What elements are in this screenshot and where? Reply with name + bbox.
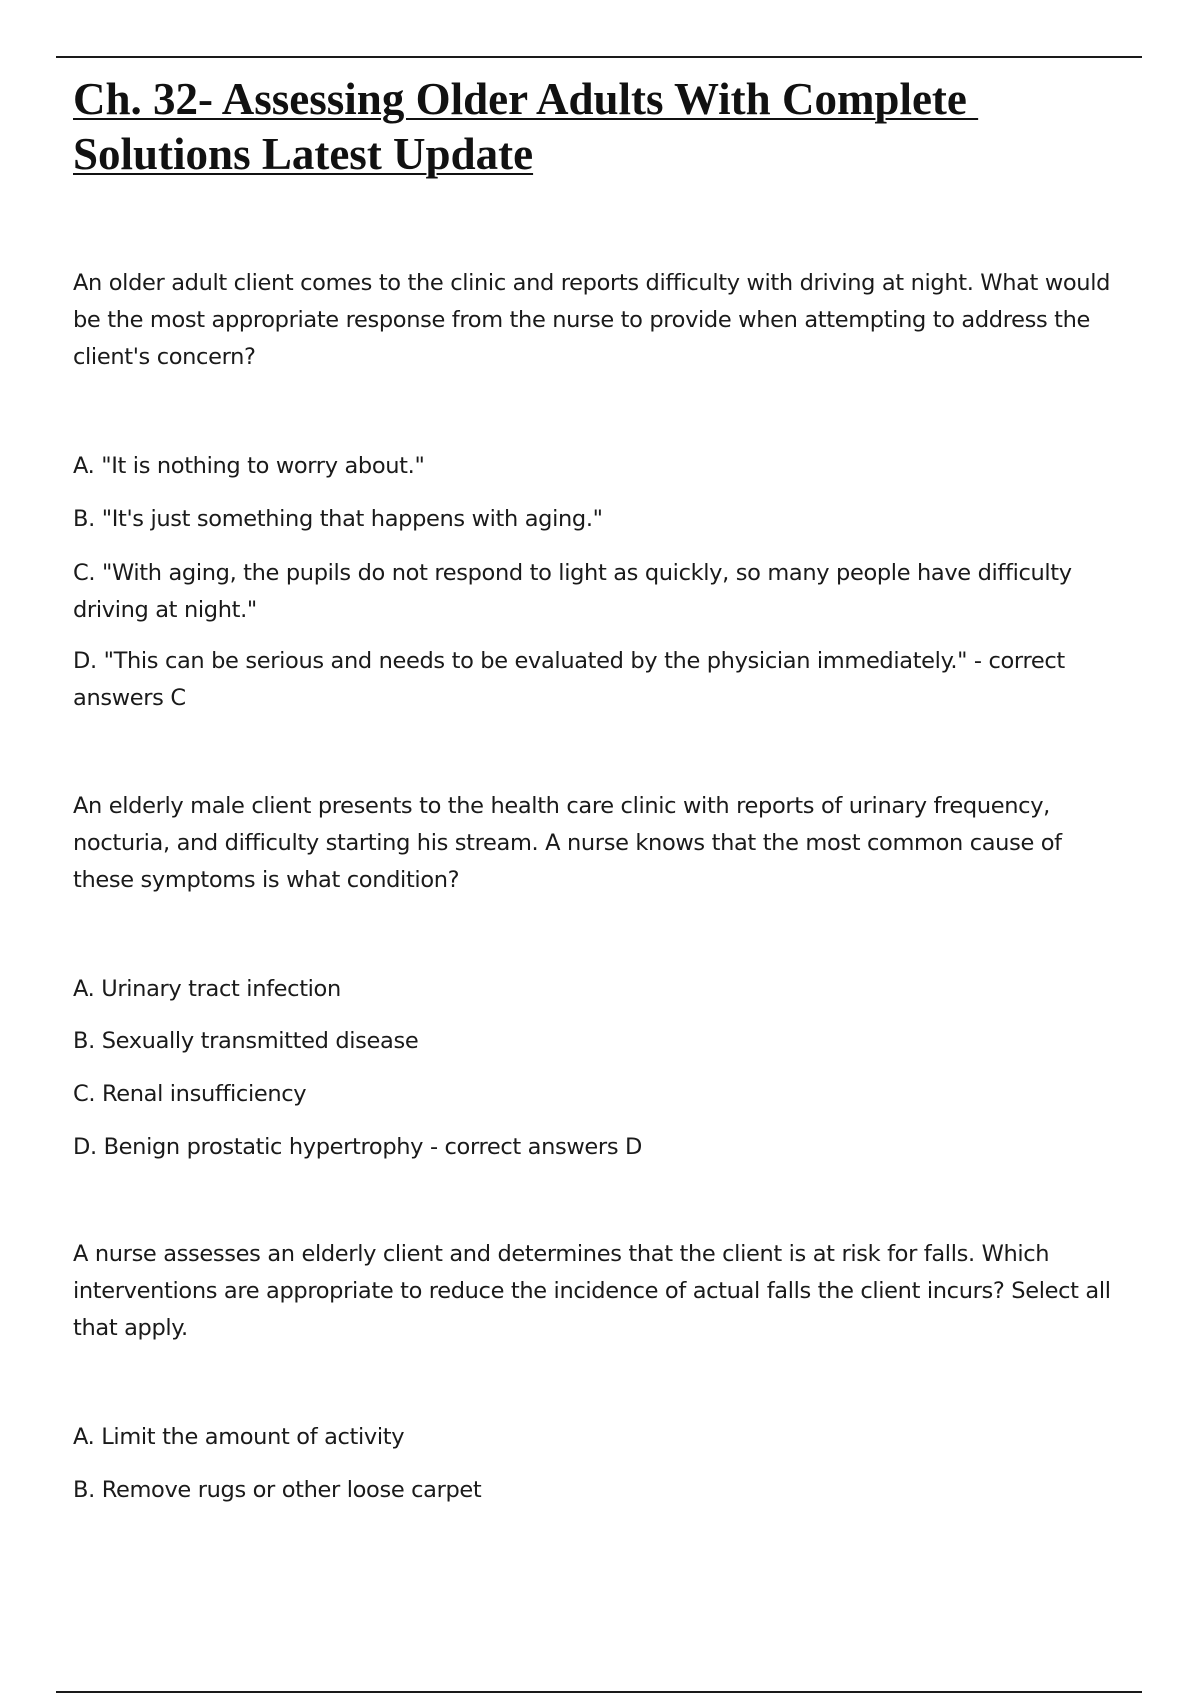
question-1-option-d: D. "This can be serious and needs to be evaluated by the physician immediately." - correct answers C xyxy=(73,648,1065,711)
question-3-option-a: A. Limit the amount of activity xyxy=(73,1424,405,1450)
question-3-option-b: B. Remove rugs or other loose carpet xyxy=(73,1477,482,1503)
document-title-line: Solutions Latest Update xyxy=(73,129,534,179)
question-2-prompt: An elderly male client presents to the health care clinic with reports of urinary frequency, nocturia, and difficulty starting his stream. A nurse knows that the most common cause of these symptoms is what condition? xyxy=(73,793,1062,893)
question-2-option-c: C. Renal insufficiency xyxy=(73,1081,307,1107)
question-2-option-a: A. Urinary tract infection xyxy=(73,976,341,1002)
question-2-option-b: B. Sexually transmitted disease xyxy=(73,1028,419,1054)
question-2-option-d: D. Benign prostatic hypertrophy - correct answers D xyxy=(73,1134,642,1160)
question-1-option-b: B. "It's just something that happens with aging." xyxy=(73,506,603,532)
document-title xyxy=(73,72,1073,182)
question-3-prompt: A nurse assesses an elderly client and determines that the client is at risk for falls. Which interventions are appropriate to reduce the incidence of actual falls the client incurs? Select all that apply. xyxy=(73,1241,1111,1341)
document-title-line: Ch. 32- Assessing Older Adults With Complete xyxy=(73,74,979,124)
question-1-option-c: C. "With aging, the pupils do not respond to light as quickly, so many people have difficulty driving at night." xyxy=(73,560,1072,623)
question-1-prompt: An older adult client comes to the clinic and reports difficulty with driving at night. What would be the most appropriate response from the nurse to provide when attempting to address the client's concern? xyxy=(73,270,1111,370)
top-rule xyxy=(56,56,1142,58)
bottom-rule xyxy=(56,1691,1142,1693)
question-1-option-a: A. "It is nothing to worry about." xyxy=(73,453,425,479)
